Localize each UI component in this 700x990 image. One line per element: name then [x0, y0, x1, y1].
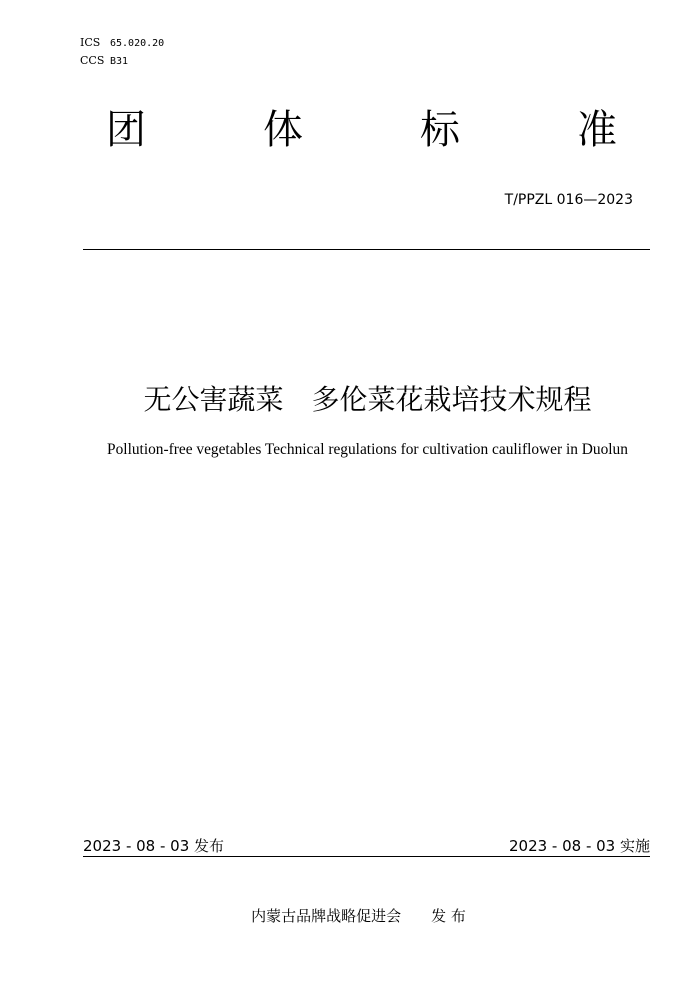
- standard-type-char-1: 团: [106, 107, 146, 153]
- issue-date: 2023 - 08 - 03 发布: [83, 837, 225, 855]
- ccs-value: B31: [110, 56, 129, 67]
- standard-type-char-2: 体: [263, 107, 303, 153]
- title-english: Pollution-free vegetables Technical regulations for cultivation cauliflower in Duolun: [107, 441, 628, 458]
- bottom-divider: [83, 856, 650, 857]
- standard-number: T/PPZL 016—2023: [504, 192, 633, 208]
- title-chinese: 无公害蔬菜 多伦菜花栽培技术规程: [143, 383, 592, 416]
- ccs-label: CCS: [80, 54, 105, 67]
- top-divider: [83, 249, 650, 250]
- implementation-date: 2023 - 08 - 03 实施: [508, 837, 650, 855]
- ics-code: [80, 36, 164, 51]
- ics-value: 65.020.20: [110, 38, 165, 49]
- issuer: 内蒙古品牌战略促进会 发 布: [251, 907, 466, 925]
- ccs-code: [80, 54, 128, 69]
- standard-type-char-4: 准: [577, 107, 617, 153]
- ics-label: ICS: [80, 36, 101, 49]
- standard-type-char-3: 标: [420, 107, 460, 153]
